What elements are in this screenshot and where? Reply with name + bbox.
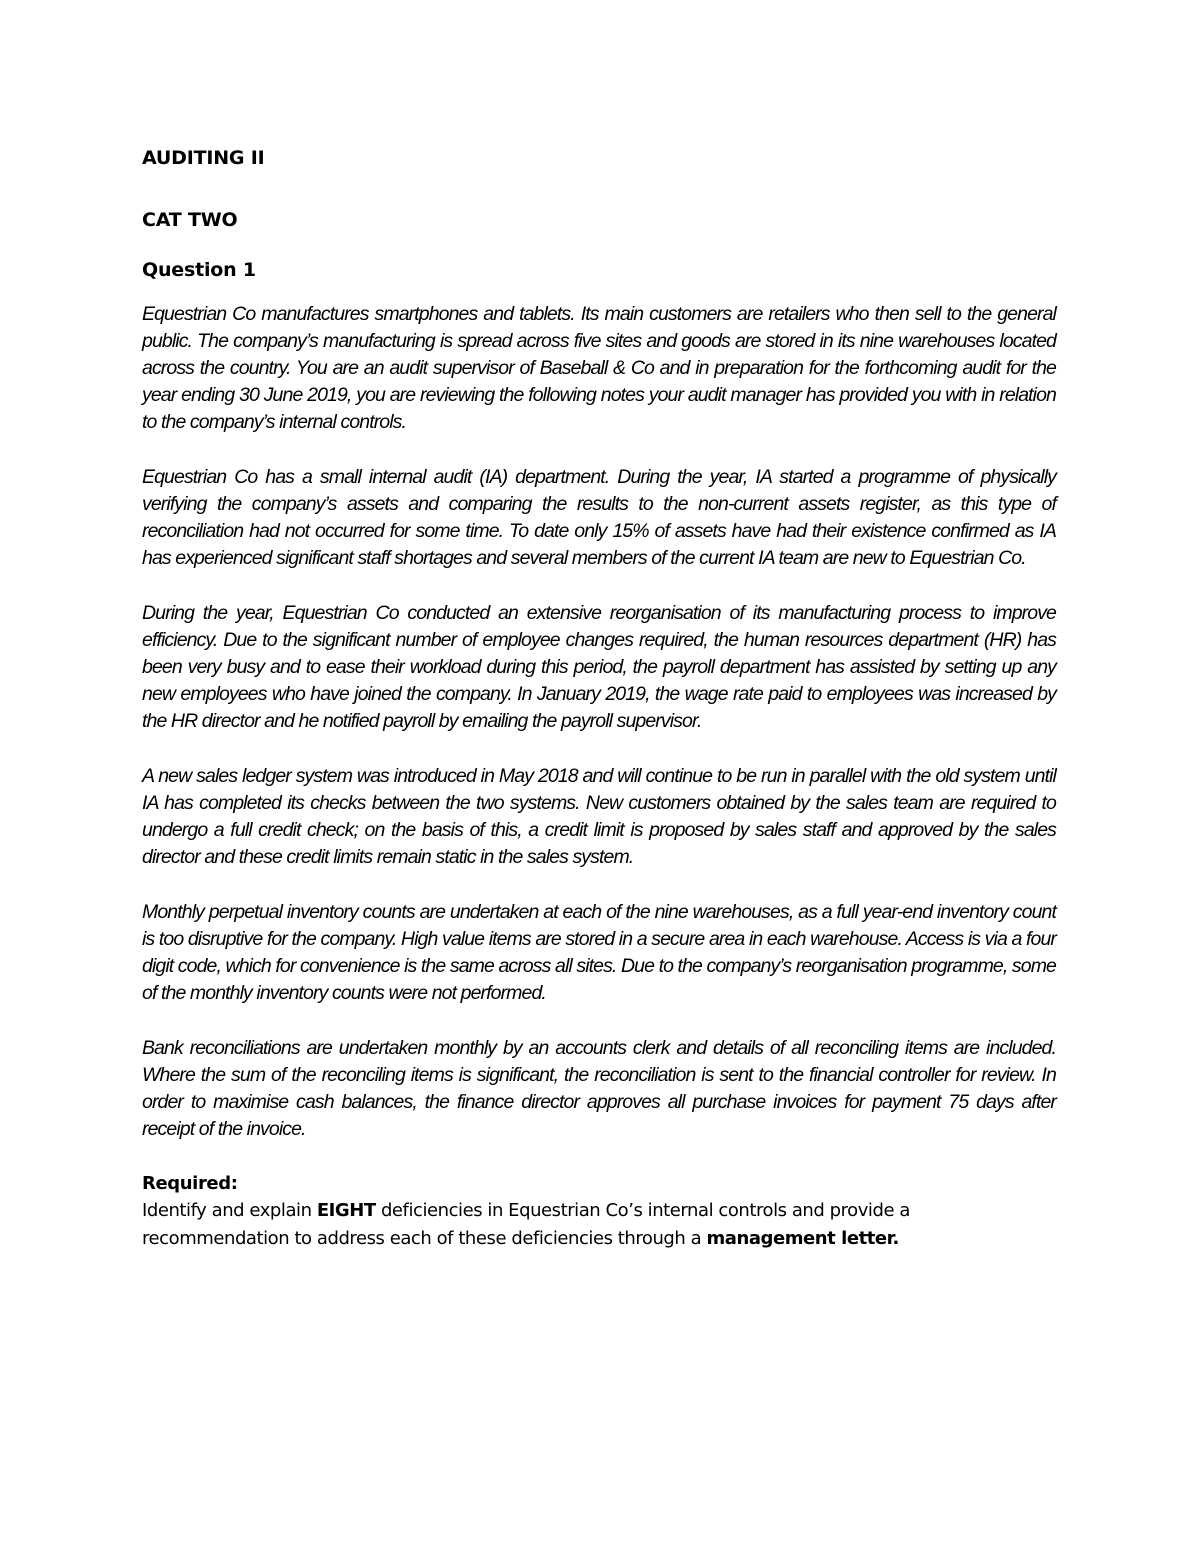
paragraph-intro: Equestrian Co manufactures smartphones and tablets. Its main customers are retailers who then sell to the general public. The company’s manufacturing is spread across five sites and goods are stored in its nine warehouses located across the country. You are an audit supervisor of Baseball & Co and in preparation for the forthcoming audit for the year ending 30 June 2019, you are reviewing the following notes your audit manager has provided you with in relation to the company’s internal controls.: [142, 303, 1056, 433]
required-emphasis-count: EIGHT: [316, 1200, 376, 1221]
paragraph-bank-reconciliations: Bank reconciliations are undertaken monthly by an accounts clerk and details of all reconciling items are included. Where the sum of the reconciling items is significant, the reconciliation is sent to the financial controller for review. In order to maximise cash balances, the finance director approves all purchase invoices for payment 75 days after receipt of the invoice.: [142, 1037, 1056, 1140]
cat-title: CAT TWO: [142, 209, 238, 231]
required-text-part: Identify and explain: [142, 1200, 317, 1221]
paragraph-internal-audit: Equestrian Co has a small internal audit (IA) department. During the year, IA started a programme of physically verifying the company’s assets and comparing the results to the non-current assets register, as this type of reconciliation had not occurred for some time. To date only 15% of assets have had their existence confirmed as IA has experienced significant staff shortages and several members of the current IA team are new to Equestrian Co.: [142, 466, 1056, 569]
required-text-part: deficiencies in Equestrian Co’s internal controls and provide a: [375, 1200, 910, 1221]
question-title: Question 1: [142, 259, 256, 281]
required-emphasis-deliverable: management letter.: [706, 1228, 899, 1249]
required-instruction-line-2: [142, 1225, 1056, 1253]
subject-title: AUDITING II: [142, 147, 265, 169]
required-label: Required:: [142, 1173, 238, 1194]
paragraph-inventory: Monthly perpetual inventory counts are undertaken at each of the nine warehouses, as a full year-end inventory count is too disruptive for the company. High value items are stored in a secure area in each warehouse. Access is via a four digit code, which for convenience is the same across all sites. Due to the company’s reorganisation programme, some of the monthly inventory counts were not performed.: [142, 901, 1056, 1004]
paragraph-reorganisation: During the year, Equestrian Co conducted an extensive reorganisation of its manufacturing process to improve efficiency. Due to the significant number of employee changes required, the human resources department (HR) has been very busy and to ease their workload during this period, the payroll department has assisted by setting up any new employees who have joined the company. In January 2019, the wage rate paid to employees was increased by the HR director and he notified payroll by emailing the payroll supervisor.: [142, 602, 1056, 732]
document-content: [142, 145, 1056, 1253]
paragraph-sales-ledger: A new sales ledger system was introduced in May 2018 and will continue to be run in parallel with the old system until IA has completed its checks between the two systems. New customers obtained by the sales team are required to undergo a full credit check; on the basis of this, a credit limit is proposed by sales staff and approved by the sales director and these credit limits remain static in the sales system.: [142, 765, 1056, 868]
required-text-part: recommendation to address each of these deficiencies through a: [142, 1228, 707, 1249]
required-instruction-line-1: [142, 1197, 1056, 1225]
